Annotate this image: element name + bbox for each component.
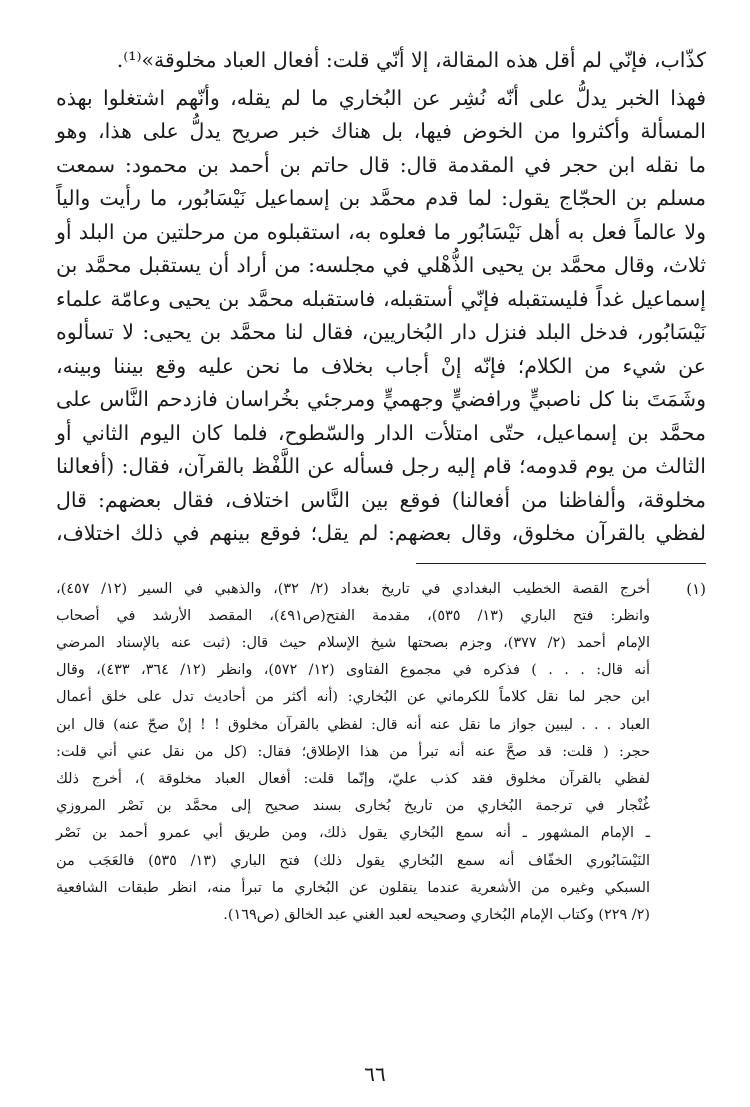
footnote-line: أخرج القصة الخطيب البغدادي في تاريخ بغداد (٢/ ٣٢)، والذهبي في السير (١٢/ ٤٥٧)،	[56, 580, 650, 597]
footnote-number: (١)	[686, 579, 706, 598]
book-page	[56, 44, 706, 929]
text-line: لفظي بالقرآن مخلوق، وقال بعضهم: لم يقل؛ فوقع بينهم في ذلك اختلاف،	[56, 521, 706, 545]
footnote	[56, 576, 706, 930]
footnote-line: السبكي وغيره من الأشعرية عندما ينقلون عن البُخاري ما تبرأ منه، انظر طبقات الشافعية	[56, 879, 650, 896]
footnote-line: غُنْجار في ترجمة البُخاري من تاريخ بُخارى بسند صحيح إلى محمَّد بن نَصْر المروزي	[56, 798, 650, 815]
footnote-separator	[416, 563, 706, 564]
footnote-line: الإمام أحمد (٢/ ٣٧٧)، وجزم بصحتها شيخ الإسلام حيث قال: (ثبت عنه بالإسناد المرضي	[56, 634, 650, 651]
text-line: ما نقله ابن حجر في المقدمة قال: قال حاتم بن أحمد بن محمود: سمعت	[56, 152, 706, 177]
text-line: فهذا الخبر يدلُّ على أنّه نُشِر عن البُخاري ما لم يقله، وأنّهم اشتغلوا بهذه	[56, 85, 706, 110]
text-line: إسماعيل غداً فليستقبله فإنّي أستقبله، فاستقبله محمَّد بن يحيى وعامّة علماء	[56, 286, 706, 311]
page-number: ٦٦	[364, 1062, 386, 1086]
footnote-line: لفظي بالقرآن مخلوق فقد كذب عليّ، وإنّما قلت: أفعال العباد مخلوقة )، أخرج ذلك	[56, 770, 650, 787]
footnote-line: وانظر: فتح الباري (١٣/ ٥٣٥)، مقدمة الفتح(ص٤٩١)، المقصد الأرشد في أصحاب	[56, 607, 650, 624]
text-line: كذّاب، فإنّي لم أقل هذه المقالة، إلا أنّي قلت: أفعال العباد مخلوقة»⁽¹⁾.	[116, 48, 706, 72]
text-line: محمَّد بن إسماعيل، حتّى امتلأت الدار والسّطوح، فلما كان اليوم الثاني أو	[56, 420, 706, 445]
text-line: ولا عالماً فعل به أهل نَيْسَابُور ما فعلوه به، استقبلوه من مرحلتين من البلد أو	[56, 219, 706, 244]
footnote-line: حجر: ( قلت: قد صحَّ عنه أنه تبرأ من هذا الإطلاق؛ فقال: (كل من نقل عني أني قلت:	[56, 743, 650, 760]
footnote-line: أنه قال: . . . ) فذكره في مجموع الفتاوى (١٢/ ٥٧٢)، وانظر (١٢/ ٣٦٤، ٤٣٣)، وقال	[56, 662, 650, 679]
text-line: وشَمَتَ بنا كل ناصبيٍّ ورافضيٍّ وجهميٍّ ومرجئي بخُراسان فازدحم النَّاس على	[56, 387, 706, 411]
footnote-line: العباد . . . ليبين جواز ما نقل عنه أنه قال: لفظي بالقرآن مخلوق ! ! إنْ صحّ عنه) قال ابن	[56, 716, 650, 733]
text-line: مخلوقة، وألفاظنا من أفعالنا) فوقع بين النَّاس اختلاف، فقال بعضهم: قال	[56, 487, 706, 512]
footnote-line: ـ الإمام المشهور ـ أنه سمع البُخاري يقول ذلك، ومن طريق أبي عمرو أحمد بن نَصْر	[56, 825, 650, 842]
main-text	[56, 44, 706, 551]
footnote-line: النَيْسَابُوري الخفّاف أنه سمع البُخاري يقول ذلك) فتح الباري (١٣/ ٥٣٥) فالعَجَب من	[56, 852, 650, 869]
text-line: نَيْسَابُور، فدخل البلد فنزل دار البُخاريين، فقال لنا محمَّد بن يحيى: لا تسألوه	[56, 320, 706, 344]
text-line: ثلاث، وقال محمَّد بن يحيى الذُّهْلي في مجلسه: من أراد أن يستقبل محمَّد بن	[56, 253, 706, 277]
text-line: الثالث من يوم قدومه؛ قام إليه رجل فسأله عن اللَّفْظ بالقرآن، فقال: (أفعالنا	[56, 454, 706, 478]
footnote-line: (٢/ ٢٢٩) وكتاب الإمام البُخاري وصحيحه لعبد الغني عبد الخالق (ص١٦٩).	[223, 906, 650, 923]
footnote-line: ابن حجر لما نقل كلاماً للكرماني عن البُخاري: (أنه أكثر من أحاديث تدل على خلق أعمال	[56, 689, 650, 706]
text-line: مسلم بن الحجّاج يقول: لما قدم محمَّد بن إسماعيل نَيْسَابُور، ما رأيت والياً	[56, 186, 706, 210]
text-line: عن شيء من الكلام؛ فإنّه إنْ أجاب بخلاف ما نحن عليه وقع بيننا وبينه،	[56, 353, 706, 378]
text-line: المسألة وأكثروا من الخوض فيها، بل هناك خبر صريح يدلُّ على هذا، وهو	[56, 119, 706, 143]
